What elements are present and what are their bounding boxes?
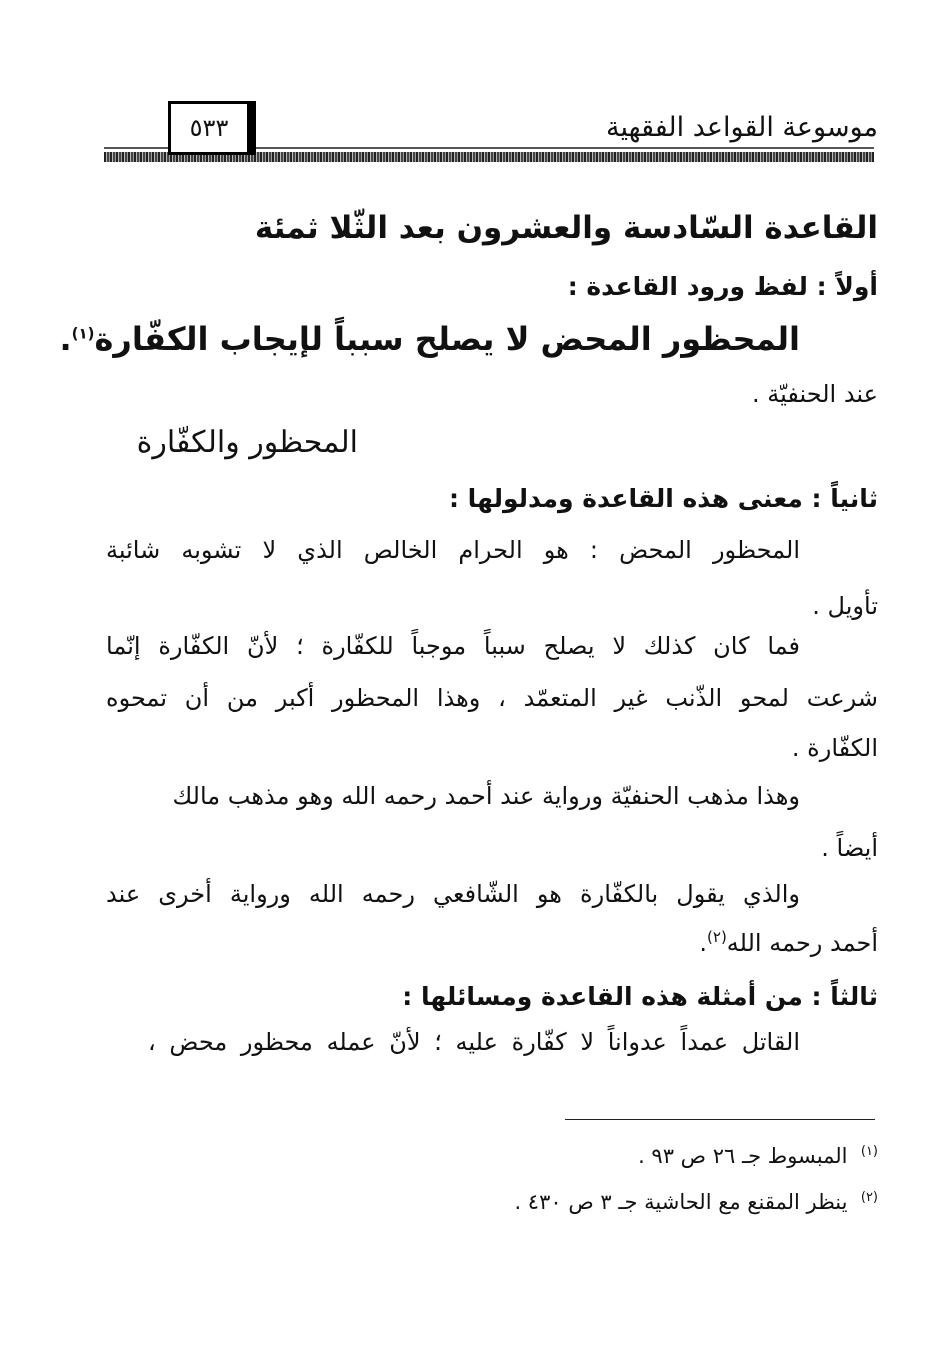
footnote-marker-1: (١) (71, 324, 95, 343)
footnote-separator (565, 1119, 875, 1120)
p1-line1: المحظور المحض : هو الحرام الخالص الذي لا تشوبه شائبة (106, 536, 800, 564)
footnote-1-marker: (١) (860, 1144, 878, 1159)
page-number: ٥٣٣ (189, 114, 229, 142)
p3-line1: وهذا مذهب الحنفيّة ورواية عند أحمد رحمه الله وهو مذهب مالك (172, 782, 800, 810)
footnote-1-text: المبسوط جـ ٢٦ ص ٩٣ . (638, 1144, 848, 1168)
p3-line2: أيضاً . (821, 834, 878, 862)
rule-end: . (59, 320, 72, 358)
rule-text: المحظور المحض لا يصلح سبباً لإيجاب الكفّارة (94, 320, 800, 358)
section3-heading: ثالثاً : من أمثلة هذه القاعدة ومسائلها : (402, 982, 878, 1011)
p4-line2 (699, 928, 878, 957)
keyword-heading: المحظور والكفّارة (136, 425, 358, 460)
footnote-2 (514, 1190, 878, 1214)
book-title: موسوعة القواعد الفقهية (606, 112, 878, 143)
p1-line2: تأويل . (812, 592, 878, 620)
footnote-marker-2: (٢) (707, 928, 727, 946)
section2-heading: ثانياً : معنى هذه القاعدة ومدلولها : (448, 484, 878, 513)
rule-statement (59, 320, 800, 358)
line-hanafiyya: عند الحنفيّة . (751, 380, 878, 408)
p4-end: . (699, 929, 708, 957)
p5-line1: القاتل عمداً عدواناً لا كفّارة عليه ؛ لأنّ عمله محظور محض ، (148, 1028, 800, 1056)
p2-line1: فما كان كذلك لا يصلح سبباً موجباً للكفّارة ؛ لأنّ الكفّارة إنّما (106, 632, 800, 660)
p2-line2: شرعت لمحو الذّنب غير المتعمّد ، وهذا المحظور أكبر من أن تمحوه (106, 684, 878, 712)
page-number-box (168, 101, 256, 155)
footnote-1 (638, 1144, 878, 1168)
p4-line1: والذي يقول بالكفّارة هو الشّافعي رحمه الله ورواية أخرى عند (106, 880, 800, 908)
footnote-2-marker: (٢) (860, 1190, 878, 1205)
footnote-2-text: ينظر المقنع مع الحاشية جـ ٣ ص ٤٣٠ . (514, 1190, 848, 1214)
p4-line2-text: أحمد رحمه الله (726, 929, 878, 957)
rule-heading: القاعدة السّادسة والعشرون بعد الثّلا ثمئة (254, 210, 878, 246)
p2-line3: الكفّارة . (791, 734, 878, 762)
section1-heading: أولاً : لفظ ورود القاعدة : (567, 272, 878, 301)
